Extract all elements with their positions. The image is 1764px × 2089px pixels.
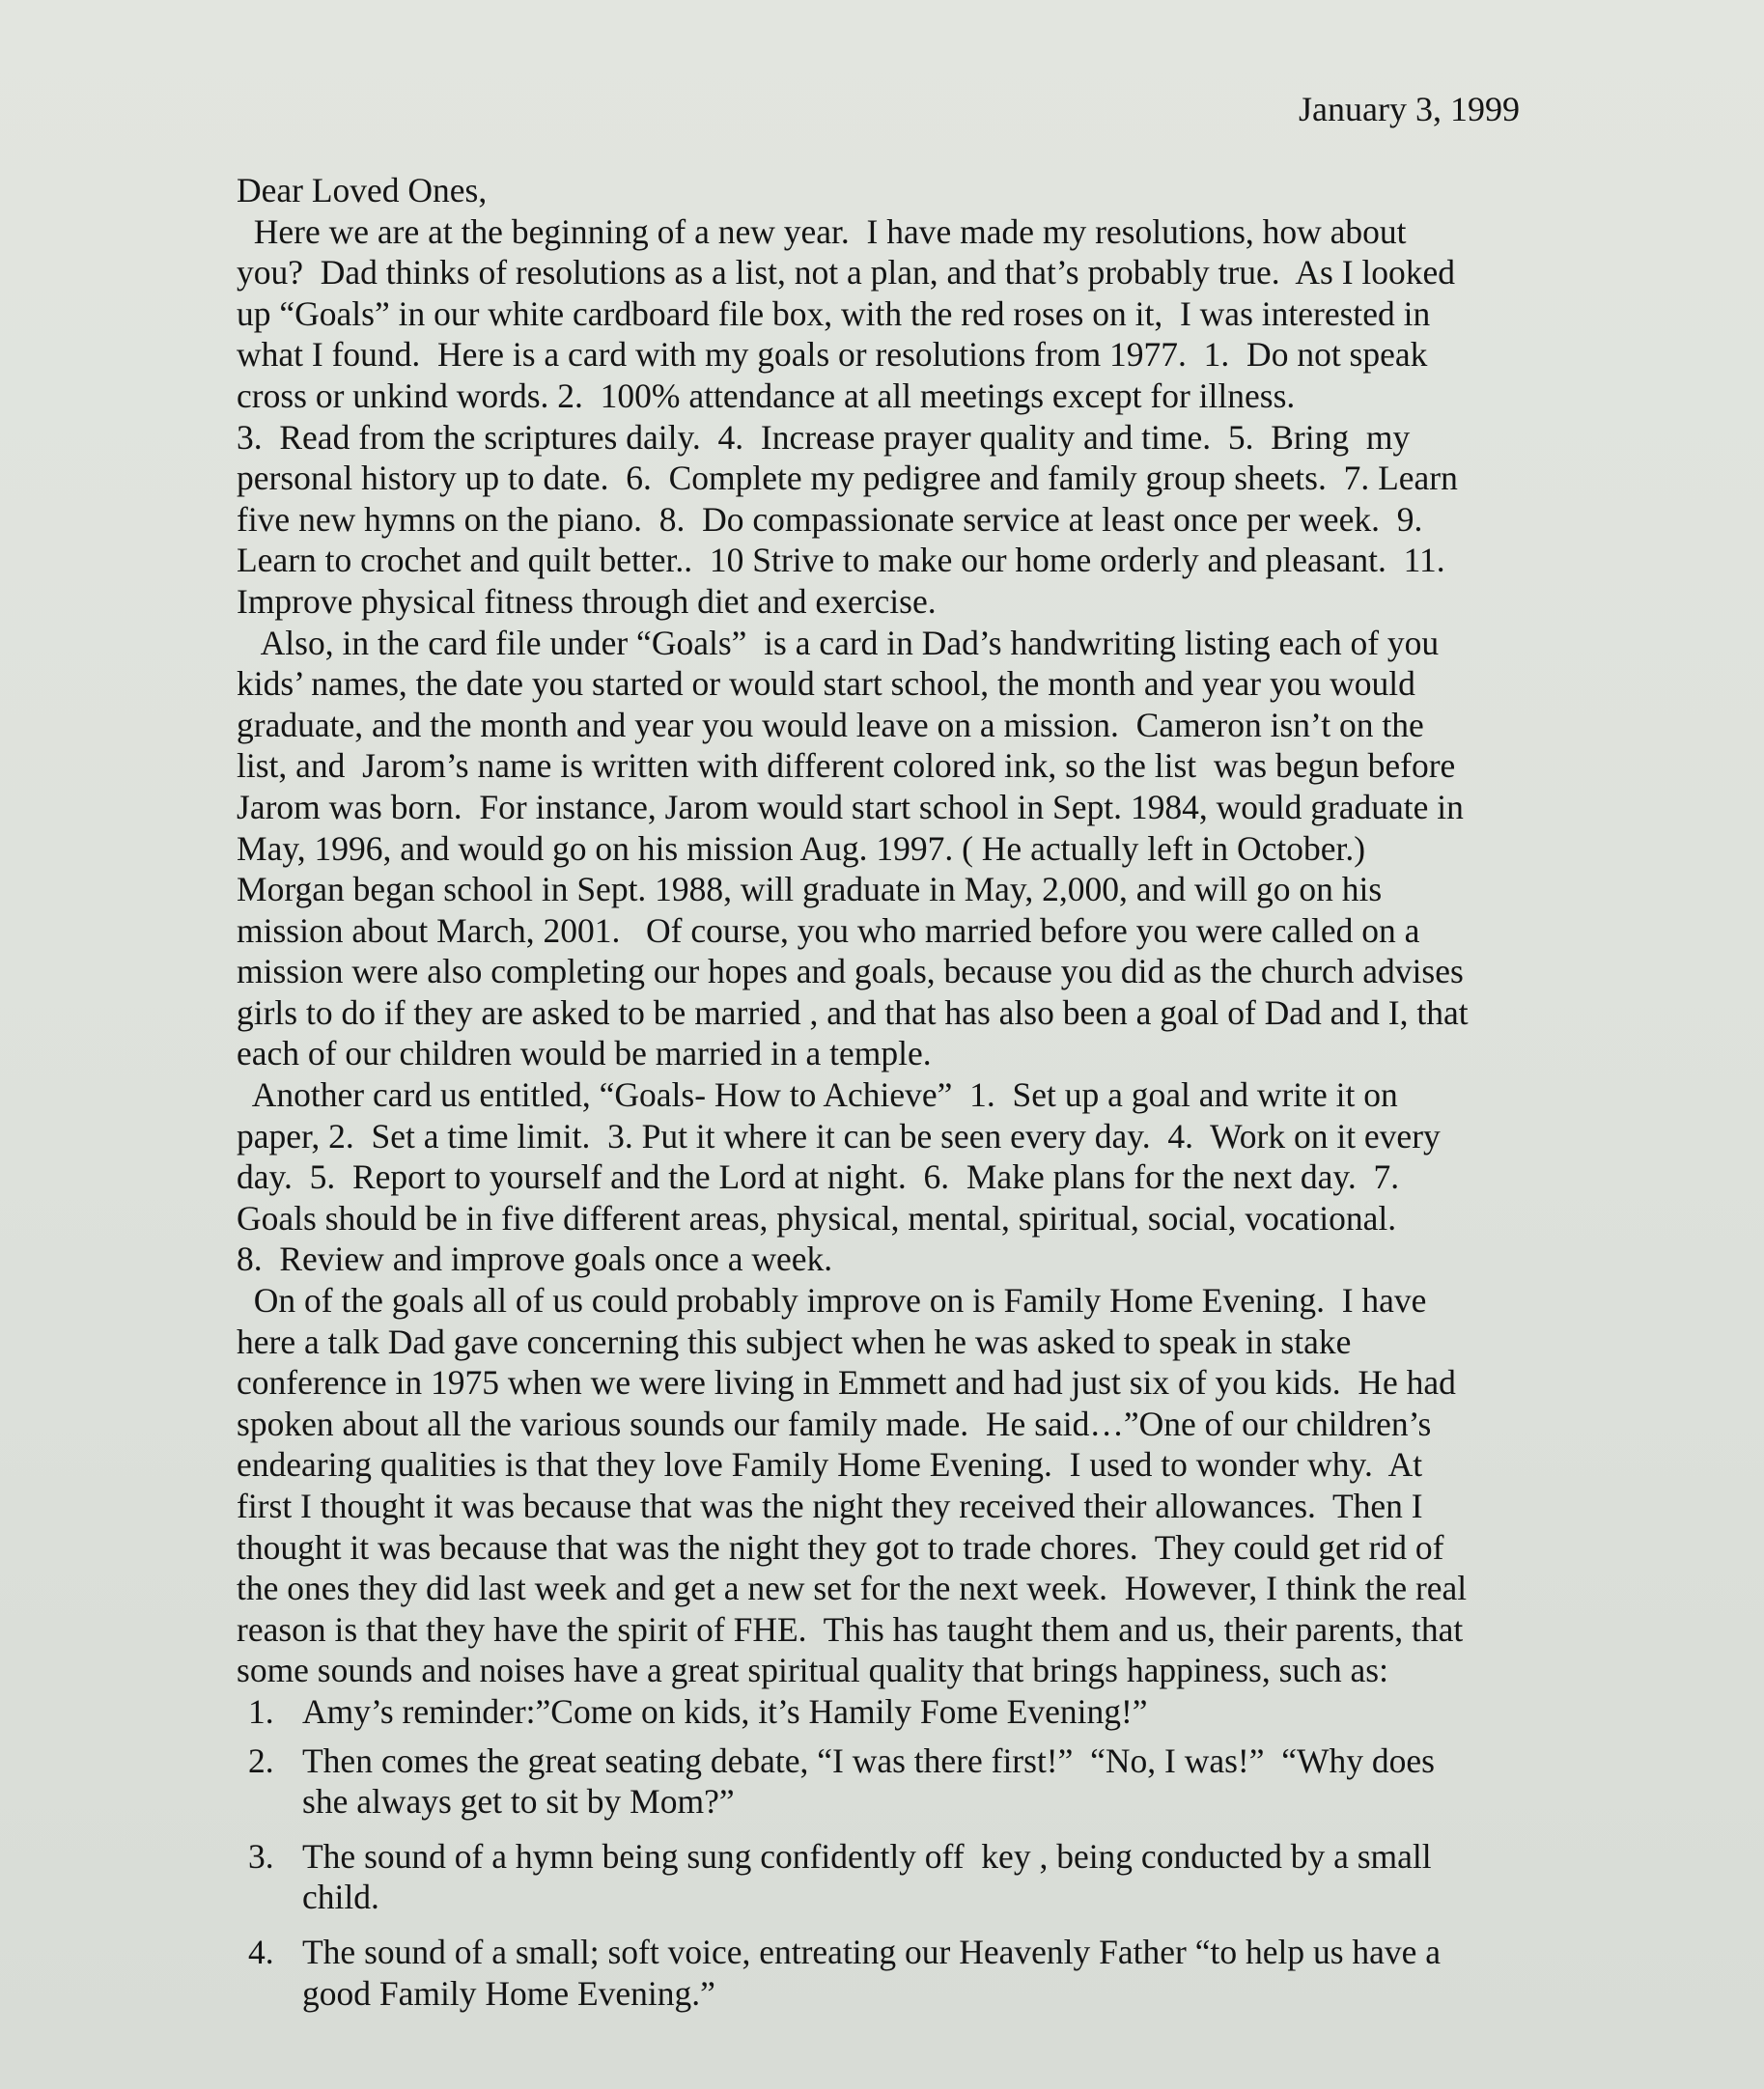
paragraph-line: girls to do if they are asked to be married , and that has also been a goal of Dad and I, that (237, 992, 1469, 1032)
paragraph-line: some sounds and noises have a great spiritual quality that brings happiness, such as: (237, 1651, 1388, 1690)
paragraph-line: Another card us entitled, “Goals- How to Achieve” 1. Set up a goal and write it on (237, 1075, 1398, 1115)
paragraph-line: the ones they did last week and get a new set for the next week. However, I think the real (237, 1569, 1468, 1608)
sounds-list (237, 1691, 1550, 2014)
list-item-line: The sound of a hymn being sung confidently off key , being conducted by a small (302, 1836, 1432, 1876)
paragraph-line: personal history up to date. 6. Complete my pedigree and family group sheets. 7. Learn (237, 459, 1458, 498)
letter-date: January 3, 1999 (1299, 90, 1520, 128)
paragraph-line: endearing qualities is that they love Family Home Evening. I used to wonder why. At (237, 1445, 1423, 1485)
paragraph-line: 3. Read from the scriptures daily. 4. Increase prayer quality and time. 5. Bring my (237, 417, 1411, 457)
paragraph-line: Improve physical fitness through diet and exercise. (237, 581, 937, 621)
paragraph-line: On of the goals all of us could probably improve on is Family Home Evening. I have (237, 1281, 1427, 1321)
list-item-line: Then comes the great seating debate, “I was there first!” “No, I was!” “Why does (302, 1741, 1435, 1780)
paragraph-line: conference in 1975 when we were living in Emmett and had just six of you kids. He had (237, 1363, 1456, 1403)
paragraph-line: first I thought it was because that was the night they received their allowances. Then I (237, 1487, 1423, 1525)
paragraph-line: each of our children would be married in a temple. (237, 1034, 932, 1073)
paragraph-line: kids’ names, the date you started or would start school, the month and year you would (237, 664, 1415, 704)
paragraph-line: Morgan began school in Sept. 1988, will graduate in May, 2,000, and will go on his (237, 870, 1383, 909)
paragraph-line: mission were also completing our hopes and goals, because you did as the church advises (237, 952, 1464, 991)
list-number: 4. (248, 1932, 274, 1971)
list-item-line: she always get to sit by Mom?” (302, 1782, 735, 1822)
list-item-line: Amy’s reminder:”Come on kids, it’s Hamily Fome Evening!” (302, 1691, 1148, 1731)
list-number: 3. (248, 1836, 274, 1876)
paragraph-line: Here we are at the beginning of a new year. I have made my resolutions, how about (237, 211, 1407, 251)
letter-body (237, 170, 1550, 2014)
paragraph-line: up “Goals” in our white cardboard file box, with the red roses on it, I was interested in (237, 293, 1431, 333)
list-item-line: child. (302, 1878, 379, 1917)
paragraph-line: paper, 2. Set a time limit. 3. Put it where it can be seen every day. 4. Work on it every (237, 1116, 1441, 1156)
list-item (237, 1741, 1550, 1823)
paragraph-line: Learn to crochet and quilt better.. 10 Strive to make our home orderly and pleasant. 11. (237, 541, 1445, 580)
list-number: 2. (248, 1741, 274, 1780)
paragraph-line: reason is that they have the spirit of FHE. This has taught them and us, their parents, that (237, 1609, 1464, 1649)
salutation: Dear Loved Ones, (237, 171, 488, 209)
paragraph-line: list, and Jarom’s name is written with different colored ink, so the list was begun before (237, 746, 1456, 786)
list-number: 1. (248, 1691, 274, 1731)
paragraph-line: five new hymns on the piano. 8. Do compassionate service at least once per week. 9. (237, 499, 1423, 539)
paragraph-line: May, 1996, and would go on his mission Aug. 1997. ( He actually left in October.) (237, 828, 1366, 868)
paragraph-line: spoken about all the various sounds our family made. He said…”One of our children’s (237, 1404, 1432, 1443)
paragraph-line: what I found. Here is a card with my goals or resolutions from 1977. 1. Do not speak (237, 335, 1428, 375)
paragraph-line: here a talk Dad gave concerning this subject when he was asked to speak in stake (237, 1322, 1352, 1361)
paragraph-line: Also, in the card file under “Goals” is a card in Dad’s handwriting listing each of you (237, 623, 1440, 662)
paragraph-line: 8. Review and improve goals once a week. (237, 1239, 833, 1279)
list-item-line: good Family Home Evening.” (302, 1973, 715, 2013)
paragraph-line: you? Dad thinks of resolutions as a list, not a plan, and that’s probably true. As I looked (237, 253, 1456, 292)
paragraph-line: cross or unkind words. 2. 100% attendance at all meetings except for illness. (237, 376, 1296, 415)
paragraph-line: mission about March, 2001. Of course, you who married before you were called on a (237, 910, 1420, 950)
list-item (237, 1932, 1550, 2014)
paragraph-line: thought it was because that was the night they got to trade chores. They could get rid of (237, 1527, 1444, 1567)
paragraph-line: Jarom was born. For instance, Jarom would start school in Sept. 1984, would graduate in (237, 787, 1464, 826)
list-item (237, 1836, 1550, 1918)
list-item-line: The sound of a small; soft voice, entreating our Heavenly Father “to help us have a (302, 1932, 1442, 1971)
paragraph-line: Goals should be in five different areas, physical, mental, spiritual, social, vocational. (237, 1198, 1397, 1238)
paragraph-line: graduate, and the month and year you would leave on a mission. Cameron isn’t on the (237, 705, 1424, 744)
paragraph-line: day. 5. Report to yourself and the Lord at night. 6. Make plans for the next day. 7. (237, 1157, 1400, 1197)
list-item (237, 1691, 1550, 1733)
